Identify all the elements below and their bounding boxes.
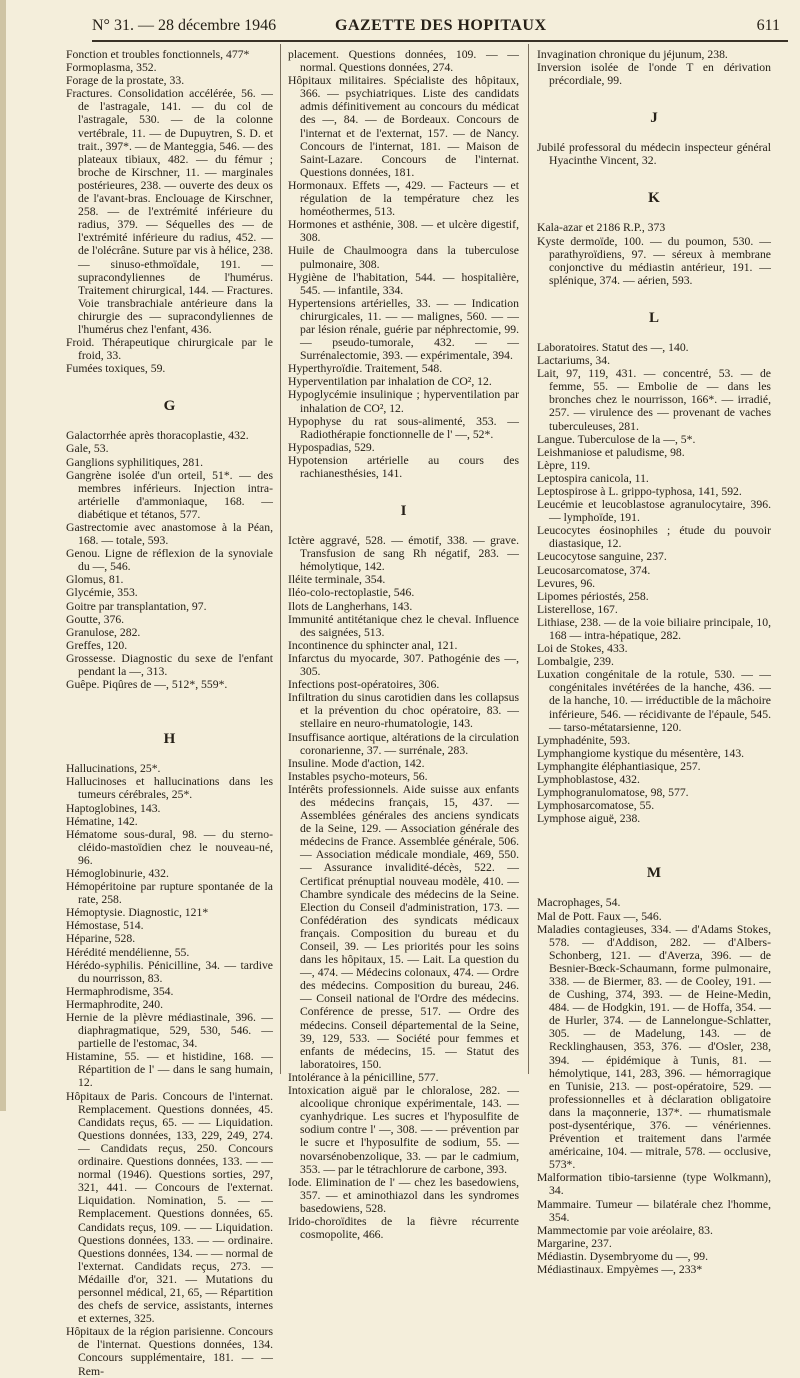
index-entry: Genou. Ligne de réflexion de la synoviale du —, 546. [66, 547, 273, 574]
spacer [288, 480, 519, 497]
index-entry: Intoxication aiguë par le chloralose, 282. — alcoolique chronique expérimentale, 143. — cyanhydrique. Les sucres et l'hyposulfite de sodium contre l' —, 308. — — prévention par le sucre et l'hyposulfite de sodium, 55. — novarsénobenzolique, 33. — par le cadmium, 353. — par le tétrachlorure de carbone, 393. [288, 1084, 519, 1176]
index-entry: Gastrectomie avec anastomose à la Péan, 168. — totale, 593. [66, 521, 273, 548]
index-entry: Hématome sous-dural, 98. — du sterno-cléido-mastoïdien chez le nouveau-né, 96. [66, 827, 273, 867]
column-divider [528, 44, 529, 1074]
spacer [288, 525, 519, 534]
index-entry: Fonction et troubles fonctionnels, 477* [66, 48, 250, 61]
index-entry: Iléite terminale, 354. [288, 573, 386, 587]
section-letter: H [163, 731, 176, 748]
index-entry: Iléo-colo-rectoplastie, 546. [288, 586, 415, 600]
index-entry: Langue. Tuberculose de la —, 5*. [537, 432, 696, 446]
index-entry: Forage de la prostate, 33. [66, 74, 185, 88]
index-entry: Mal de Pott. Faux —, 546. [537, 909, 662, 923]
index-entry: Luxation congénitale de la rotule, 530. — — congénitales invétérées de la hanche, 436. — de la hanche, 10. — irréductible de la mâchoire inférieure, 546. — récidivante de l'épaule, 545. — tarso-métatarsienne, 120. [537, 668, 771, 734]
spacer [537, 332, 771, 341]
index-entry: Lymphangite éléphantiasique, 257. [537, 759, 701, 773]
spacer [66, 375, 273, 392]
index-entry: Laboratoires. Statut des —, 140. [537, 340, 689, 354]
index-entry: Hernie de la plèvre médiastinale, 396. — diaphragmatique, 529, 530, 546. — partielle de l'estomac, 34. [66, 1011, 273, 1051]
index-entry: Iode. Elimination de l' — chez les basedowiens, 357. — et aminothiazol dans les syndromes basedowiens, 528. [288, 1175, 519, 1215]
index-entry: Jubilé professoral du médecin inspecteur général Hyacinthe Vincent, 32. [537, 141, 771, 168]
index-entry: Granulose, 282. [66, 625, 141, 639]
spacer [537, 842, 771, 859]
index-entry: Hémopéritoine par rupture spontanée de la rate, 258. [66, 880, 273, 907]
index-entry: Invagination chronique du jéjunum, 238. [537, 48, 728, 61]
index-entry: Fumées toxiques, 59. [66, 362, 166, 376]
index-entry: Hygiène de l'habitation, 544. — hospitalière, 545. — infantile, 334. [288, 270, 519, 297]
index-entry: Hérédo-syphilis. Pénicilline, 34. — tardive du nourrisson, 83. [66, 958, 273, 985]
section-letter: K [648, 190, 660, 207]
index-entry: Hôpitaux de la région parisienne. Concours de l'internat. Questions données, 134. Concours supplémentaire, 181. — — Rem- [66, 1325, 273, 1378]
index-column-2 [288, 48, 519, 1241]
index-column-3 [537, 48, 771, 1276]
index-entry: Huile de Chaulmoogra dans la tuberculose pulmonaire, 308. [288, 244, 519, 271]
index-entry: Macrophages, 54. [537, 896, 621, 910]
index-entry: Goutte, 376. [66, 612, 125, 626]
index-entry: Loi de Stokes, 433. [537, 642, 628, 656]
spacer [66, 420, 273, 429]
section-letter: G [163, 398, 176, 415]
index-column-1 [66, 48, 273, 1378]
index-entry: Malformation tibio-tarsienne (type Wolkmann), 34. [537, 1171, 771, 1198]
index-entry: Lymphoblastose, 432. [537, 773, 640, 787]
index-entry: Hyperventilation par inhalation de CO², 12. [288, 375, 492, 389]
spacer [537, 887, 771, 896]
index-entry: Hormones et asthénie, 308. — et ulcère digestif, 308. [288, 218, 519, 245]
index-entry: Leucosarcomatose, 374. [537, 563, 651, 577]
page-number: 611 [756, 17, 780, 34]
index-entry: Lymphose aiguë, 238. [537, 812, 641, 826]
spacer [66, 708, 273, 725]
index-entry: Kyste dermoïde, 100. — du poumon, 530. — parathyroïdiens, 97. — séreux à membrane conjonctive du médiastin antérieur, 191. — splénique, 374. — aérien, 593. [537, 234, 771, 287]
index-entry: Hématine, 142. [66, 814, 138, 828]
index-entry: Hémoglobinurie, 432. [66, 866, 169, 880]
index-entry: Lactariums, 34. [537, 354, 611, 368]
index-entry: Lithiase, 238. — de la voie biliaire principale, 10, 168 — intra-hépatique, 282. [537, 615, 771, 642]
index-entry: Leucocytose sanguine, 237. [537, 550, 667, 564]
index-entry: Leptospira canicola, 11. [537, 471, 649, 485]
index-entry: Médiastin. Dysembryome du —, 99. [537, 1249, 709, 1263]
index-entry: Hermaphrodisme, 354. [66, 984, 174, 998]
index-entry: Froid. Thérapeutique chirurgicale par le froid, 33. [66, 336, 273, 363]
index-entry: Mammaire. Tumeur — bilatérale chez l'homme, 354. [537, 1197, 771, 1224]
index-entry: Hypophyse du rat sous-alimenté, 353. — Radiothérapie fonctionnelle de l' —, 52*. [288, 414, 519, 441]
index-entry: Lymphosarcomatose, 55. [537, 799, 655, 813]
index-entry: Hermaphrodite, 240. [66, 997, 164, 1011]
index-entry: Hôpitaux de Paris. Concours de l'internat. Remplacement. Questions données, 45. Candidats reçus, 65. — — Liquidation. Questions données, 133, 229, 249, 274. — Candidats reçus, 250. Concours ordinaire. Questions données, 133. — — normal (1946). Questions sorties, 297, 321, 441. — Concours de l'externat. Liquidation. Nomination, 5. — — Remplacement. Questions données, 65. Candidats reçus, 109. — — Liquidation. Questions données, 133. — — ordinaire. Questions données, 134. — — normal de l'externat. Candidats reçus, 273. — Médaille d'or, 321. — Mutations du personnel médical, 21, 65, — Répartition des chefs de service, assistants, internes et externes, 325. [66, 1089, 273, 1326]
index-entry: Hormonaux. Effets —, 429. — Facteurs — et régulation de la température chez les homéothermes, 513. [288, 178, 519, 219]
index-entry: Instables psycho-moteurs, 56. [288, 769, 428, 783]
index-entry: Irido-choroïdites de la fièvre récurrente cosmopolite, 466. [288, 1214, 519, 1242]
index-entry: Insuline. Mode d'action, 142. [288, 756, 425, 770]
index-entry: Infarctus du myocarde, 307. Pathogénie des —, 305. [288, 651, 519, 679]
index-entry: Lombalgie, 239. [537, 655, 614, 669]
index-entry: Greffes, 120. [66, 638, 128, 652]
page-header [92, 15, 788, 39]
index-entry: Levures, 96. [537, 576, 596, 590]
index-entry: Ictère aggravé, 528. — émotif, 338. — grave. Transfusion de sang Rh négatif, 283. — hémolytique, 142. [288, 534, 519, 574]
index-entry: Lymphadénite, 593. [537, 733, 631, 747]
index-entry: Lèpre, 119. [537, 458, 591, 472]
spacer [66, 691, 273, 708]
index-entry: Lymphogranulomatose, 98, 577. [537, 786, 689, 800]
index-entry: Goitre par transplantation, 97. [66, 599, 207, 613]
index-entry: Inversion isolée de l'onde T en dérivation précordiale, 99. [537, 61, 771, 88]
spacer [66, 753, 273, 762]
index-entry: Mammectomie par voie aréolaire, 83. [537, 1223, 713, 1237]
section-letter: M [646, 865, 662, 882]
issue-date: N° 31. — 28 décembre 1946 [92, 17, 277, 34]
index-entry: Maladies contagieuses, 334. — d'Adams Stokes, 578. — d'Addison, 282. — d'Albers-Schonberg, 121. — d'Averza, 396. — de Besnier-Bœck-Schaumann, forme pulmonaire, 338. — de Biermer, 83. — de Cooley, 191. — de Cushing, 374, 393. — de Heine-Medin, 484. — de Hodgkin, 191. — de Hoffa, 354. — de Hurler, 374. — de Lannelongue-Schlatter, 305. — de Madelung, 143. — de Recklinghausen, 353, 376. — d'Osler, 238, 394. — épidémique à Tunis, 81. — hémolytique, 141, 283, 396. — hémorragique en Tunisie, 213. — post-opératoire, 529. — professionnelles et à déclaration obligatoire dans la maçonnerie, 137*. — rhumatismale post-dysentérique, 376. — vénériennes. Prévention et traitement dans l'armée américaine, 104. — mitrale, 578. — occlusive, 573*. [537, 922, 771, 1172]
index-entry: Haptoglobines, 143. [66, 801, 161, 815]
index-entry: Leucocytes éosinophiles ; étude du pouvoir diastasique, 12. [537, 524, 771, 551]
index-entry: Ilots de Langherhans, 143. [288, 599, 413, 613]
index-entry: Hallucinations, 25*. [66, 762, 161, 776]
index-entry: Glycémie, 353. [66, 586, 138, 600]
page-edge [0, 0, 6, 1111]
index-entry: Hallucinoses et hallucinations dans les tumeurs cérébrales, 25*. [66, 775, 273, 802]
index-entry: Lait, 97, 119, 431. — concentré, 53. — de femme, 55. — Embolie de — dans les bronches chez le nourrisson, 166*. — irradié, 257. — virulence des — provenant de vaches tuberculeuses, 281. [537, 367, 771, 433]
spacer [537, 87, 771, 104]
index-entry: Leucémie et leucoblastose agranulocytaire, 396. — lymphoïde, 191. [537, 498, 771, 525]
spacer [537, 167, 771, 184]
index-entry: Kala-azar et 2186 R.P., 373 [537, 221, 666, 235]
index-entry: Guêpe. Piqûres de —, 512*, 559*. [66, 678, 228, 692]
index-entry: Fractures. Consolidation accélérée, 56. — de l'astragale, 141. — du col de l'astragale, 530. — de la colonne vertébrale, 11. — de Dupuytren, S. D. et trait., 397*. — de Manteggia, 546. — des plateaux tibiaux, 482. — du fémur ; broche de Kirschner, 11. — marginales postérieures, 238. — ouverte des deux os de l'avant-bras. Enclouage de Kirschner, 258. — de l'extrémité inférieure du radius, 379. — Séquelles des — de l'extrémité inférieure du radius, 452. — de l'olécrâne. Suture par vis à hélice, 238. — sinuso-ethmoïdale, 191. — supracondyliennes de l'humérus. Traitement chirurgical, 144. — Fractures. Voie transbrachiale antérieure dans la chirurgie des — supracondyliennes de l'humérus chez l'enfant, 436. [66, 87, 273, 336]
column-divider [280, 44, 281, 1074]
index-entry: Galactorrhée après thoracoplastie, 432. [66, 429, 249, 443]
index-entry: Intolérance à la pénicilline, 577. [288, 1070, 439, 1084]
index-entry: Intérêts professionnels. Aide suisse aux enfants des médecins français, 15, 437. — Assemblées générales des anciens syndicats de la Seine, 129. — Association générale des médecins de France. Assemblée générale, 506. — Association médicale mondiale, 469, 550. — Assurance invalidité-décès, 522. — Certificat prénuptial nouveau modèle, 410. — Chambre syndicale des médecins de la Seine. Election du Conseil d'administration, 173. — Confédération des syndicats médicaux français. Composition du bureau et du Conseil, 39. — Les priorités pour les soins dans les hôpitaux, 15. — Lait. La question du —, 474. — Médecins colonaux, 474. — Ordre des médecins. Composition du bureau, 246. — Conseil national de l'Ordre des médecins. Conférence de presse, 517. — Ordre des médecins. Conseil départemental de la Seine, 39, 129, 533. — Société pour femmes et enfants de médecins, 15. — Statut des laboratoires, 150. [288, 782, 519, 1071]
index-entry: Incontinence du sphincter anal, 121. [288, 638, 458, 652]
publication-title: GAZETTE DES HOPITAUX [335, 17, 547, 34]
spacer [537, 132, 771, 141]
spacer [537, 287, 771, 304]
index-entry: Hypertensions artérielles, 33. — — Indication chirurgicales, 11. — — malignes, 560. — — par lésion rénale, guérie par néphrectomie, 99. — pseudo-tumorale, 432. — — Surrénalectomie, 393. — expérimentale, 394. [288, 296, 519, 363]
index-entry: Lipomes périostés, 258. [537, 589, 649, 603]
index-entry: Hyperthyroïdie. Traitement, 548. [288, 362, 443, 376]
index-entry: Ganglions syphilitiques, 281. [66, 455, 204, 469]
index-entry: Médiastinaux. Empyèmes —, 233* [537, 1263, 703, 1277]
index-entry: Listerellose, 167. [537, 602, 618, 616]
index-entry: Hôpitaux militaires. Spécialiste des hôpitaux, 366. — psychiatriques. Liste des candidats admis définitivement au concours du médicat des —, 84. — de Bordeaux. Concours de l'internat et de l'externat, 157. — de Nancy. Concours de l'internat, 181. — Maison de Saint-Lazare. Concours de l'internat. Questions données, 181. [288, 74, 519, 179]
index-entry: Grossesse. Diagnostic du sexe de l'enfant pendant la —, 313. [66, 651, 273, 679]
spacer [537, 825, 771, 842]
index-entry: Leishmaniose et paludisme, 98. [537, 445, 685, 459]
index-entry: Hémostase, 514. [66, 919, 144, 933]
index-entry: Hérédité mendélienne, 55. [66, 945, 190, 959]
index-entry: Infiltration du sinus carotidien dans les collapsus et la prévention du choc opératoire, 83. — stellaire en neuro-rhumatologie, 143. [288, 691, 519, 731]
index-entry: Infections post-opératoires, 306. [288, 678, 440, 692]
index-entry: Glomus, 81. [66, 573, 124, 587]
index-entry: Gale, 53. [66, 442, 109, 456]
index-entry: Héparine, 528. [66, 932, 136, 946]
header-rule [92, 40, 788, 42]
spacer [537, 212, 771, 221]
index-entry: Gangrène isolée d'un orteil, 51*. — des membres inférieurs. Injection intra-artérielle d'ammoniaque, 168. — diabétique et tétanos, 577. [66, 468, 273, 521]
index-entry: Lymphangiome kystique du mésentère, 143. [537, 746, 745, 760]
index-entry: placement. Questions données, 109. — — normal. Questions données, 274. [288, 48, 519, 75]
index-entry: Margarine, 237. [537, 1236, 612, 1250]
index-entry: Formoplasma, 352. [66, 61, 157, 75]
index-entry: Hémoptysie. Diagnostic, 121* [66, 906, 209, 920]
section-letter: I [400, 503, 407, 520]
index-entry: Hypotension artérielle au cours des rachianesthésies, 141. [288, 453, 519, 480]
index-entry: Histamine, 55. — et histidine, 168. — Répartition de l' — dans le sang humain, 12. [66, 1050, 273, 1090]
section-letter: L [648, 309, 659, 326]
index-entry: Leptospirose à L. grippo-typhosa, 141, 592. [537, 484, 742, 498]
index-entry: Immunité antitétanique chez le cheval. Influence des saignées, 513. [288, 612, 519, 639]
index-entry: Hypospadias, 529. [288, 440, 375, 454]
index-entry: Hypoglycémie insulinique ; hyperventilation par inhalation de CO², 12. [288, 388, 519, 415]
index-entry: Insuffisance aortique, altérations de la circulation coronarienne, 37. — surrénale, 283. [288, 730, 519, 757]
section-letter: J [650, 110, 658, 127]
